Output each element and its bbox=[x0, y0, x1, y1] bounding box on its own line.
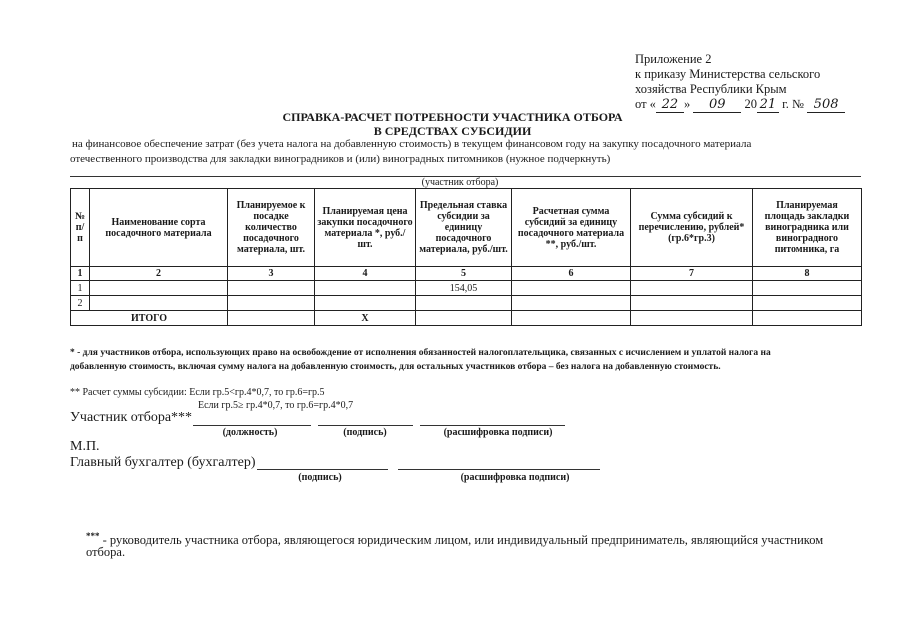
table-cell: 2 bbox=[71, 296, 90, 311]
accountant-signature-caption: (подпись) bbox=[298, 472, 342, 483]
table-cell bbox=[512, 296, 631, 311]
header-price: Планируемая цена закупки посадочного материала *, руб./шт. bbox=[315, 189, 416, 267]
year-prefix: 20 bbox=[744, 97, 757, 111]
column-number: 5 bbox=[416, 267, 512, 281]
total-cell bbox=[512, 311, 631, 326]
stamp-label: М.П. bbox=[70, 439, 100, 454]
intro-line1: на финансовое обеспечение затрат (без учета налога на добавленную стоимость) в текущем финансовом году на закупку посадочного материала bbox=[72, 138, 752, 150]
table-header-row bbox=[71, 189, 862, 267]
appendix-line1: Приложение 2 bbox=[635, 52, 712, 66]
decode-caption: (расшифровка подписи) bbox=[443, 427, 553, 438]
footnote-vat-line1: * - для участников отбора, использующих право на освобождение от исполнения обязанностей налогоплательщика, связанных с исчислением и уплатой налога на bbox=[70, 348, 771, 358]
table-cell bbox=[228, 296, 315, 311]
table-cell bbox=[90, 296, 228, 311]
table-cell bbox=[631, 296, 753, 311]
table-cell bbox=[315, 296, 416, 311]
table-cell bbox=[753, 296, 862, 311]
document-title-line2: В СРЕДСТВАХ СУБСИДИИ bbox=[373, 124, 532, 138]
column-number: 7 bbox=[631, 267, 753, 281]
total-cell bbox=[228, 311, 315, 326]
footnote-head-text: - руководитель участника отбора, являющегося юридическим лицом, или индивидуальный предприниматель, являющийся участником bbox=[99, 533, 824, 548]
column-number: 6 bbox=[512, 267, 631, 281]
column-number: 8 bbox=[753, 267, 862, 281]
table-cell: 154,05 bbox=[416, 281, 512, 296]
total-row bbox=[71, 311, 862, 326]
column-number: 1 bbox=[71, 267, 90, 281]
intro-line2: отечественного производства для закладки виноградников и (или) виноградных питомников (нужное подчеркнуть) bbox=[70, 153, 611, 165]
table-cell bbox=[631, 281, 753, 296]
header-quantity: Планируемое к посадке количество посадочного материала, шт. bbox=[228, 189, 315, 267]
table-cell: 1 bbox=[71, 281, 90, 296]
participant-signature-label: Участник отбора*** bbox=[70, 410, 193, 425]
date-year: 21 bbox=[757, 97, 779, 113]
date-month: 09 bbox=[693, 97, 741, 113]
subsidy-table bbox=[70, 188, 862, 326]
header-area: Планируемая площадь закладки виноградника или виноградного питомника, га bbox=[753, 189, 862, 267]
table-cell bbox=[512, 281, 631, 296]
header-transfer-sum: Сумма субсидий к перечислению, рублей* (гр.6*гр.3) bbox=[631, 189, 753, 267]
column-number: 2 bbox=[90, 267, 228, 281]
table-cell bbox=[753, 281, 862, 296]
total-label: ИТОГО bbox=[71, 311, 228, 326]
footnote-calc-line2: Если гр.5≥ гр.4*0,7, то гр.6=гр.4*0,7 bbox=[198, 400, 354, 411]
table-cell bbox=[315, 281, 416, 296]
column-number: 4 bbox=[315, 267, 416, 281]
appendix-line3: хозяйства Республики Крым bbox=[635, 82, 787, 96]
table-row bbox=[71, 281, 862, 296]
header-variety: Наименование сорта посадочного материала bbox=[90, 189, 228, 267]
signature-caption: (подпись) bbox=[343, 427, 387, 438]
appendix-line2: к приказу Министерства сельского bbox=[635, 67, 821, 81]
participant-caption: (участник отбора) bbox=[421, 177, 499, 188]
date-mid: » bbox=[683, 97, 691, 111]
column-number-row bbox=[71, 267, 862, 281]
year-suffix: г. № bbox=[778, 97, 804, 111]
accountant-decode-caption: (расшифровка подписи) bbox=[460, 472, 570, 483]
signature-line bbox=[318, 425, 413, 426]
footnote-calc-line1: ** Расчет суммы субсидии: Если гр.5<гр.4*0,7, то гр.6=гр.5 bbox=[70, 387, 325, 398]
total-cell bbox=[753, 311, 862, 326]
total-cell: X bbox=[315, 311, 416, 326]
accountant-signature-line bbox=[257, 469, 388, 470]
date-prefix: от « bbox=[635, 97, 656, 111]
total-cell bbox=[416, 311, 512, 326]
table-cell bbox=[416, 296, 512, 311]
position-line bbox=[193, 425, 311, 426]
total-cell bbox=[631, 311, 753, 326]
footnote-vat-line2: добавленную стоимость, включая сумму налога на добавленную стоимость, для остальных участников отбора – без налога на добавленную стоимость. bbox=[70, 362, 721, 372]
footnote-head-line2: отбора. bbox=[86, 545, 126, 559]
column-number: 3 bbox=[228, 267, 315, 281]
appendix-block bbox=[635, 52, 845, 113]
accountant-decode-line bbox=[398, 469, 600, 470]
header-calc-sum: Расчетная сумма субсидий за единицу посадочного материала **, руб./шт. bbox=[512, 189, 631, 267]
table-row bbox=[71, 296, 862, 311]
decode-line bbox=[420, 425, 565, 426]
header-max-rate: Предельная ставка субсидии за единицу посадочного материала, руб./шт. bbox=[416, 189, 512, 267]
position-caption: (должность) bbox=[222, 427, 278, 438]
order-number: 508 bbox=[807, 97, 845, 113]
table-cell bbox=[90, 281, 228, 296]
accountant-label: Главный бухгалтер (бухгалтер) bbox=[70, 455, 256, 470]
footnote-marker: *** bbox=[86, 531, 100, 541]
footnote-head-line1 bbox=[86, 528, 823, 548]
document-title-line1: СПРАВКА-РАСЧЕТ ПОТРЕБНОСТИ УЧАСТНИКА ОТБОРА bbox=[282, 110, 623, 124]
table-cell bbox=[228, 281, 315, 296]
header-number: № п/п bbox=[71, 189, 90, 267]
date-day: 22 bbox=[656, 97, 684, 113]
